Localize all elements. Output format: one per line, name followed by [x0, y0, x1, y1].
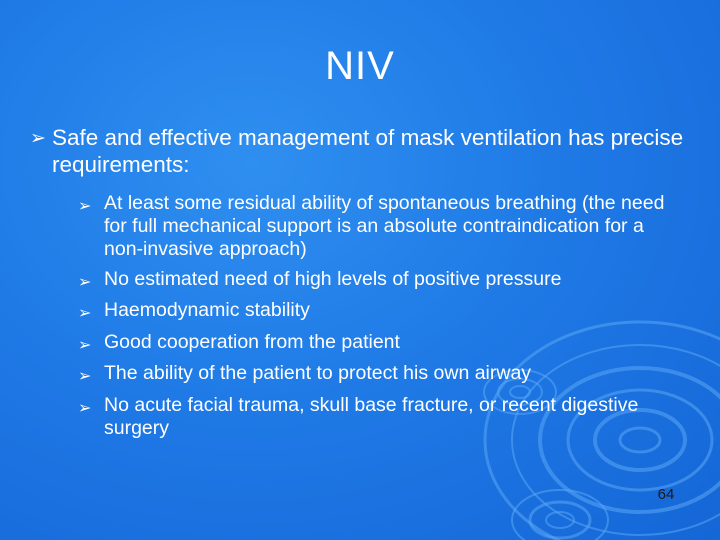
main-bullet	[30, 124, 700, 178]
sub-bullet-text: The ability of the patient to protect his own airway	[104, 362, 532, 384]
sub-bullet-item	[78, 299, 688, 324]
sub-bullet-text: No acute facial trauma, skull base fracture, or recent digestive surgery	[104, 393, 639, 439]
arrow-bullet-icon: ➢	[78, 271, 92, 291]
page-number: 64	[657, 486, 675, 503]
sub-bullet-item	[78, 268, 688, 293]
slide-content	[30, 124, 700, 446]
sub-bullet-text: No estimated need of high levels of positive pressure	[104, 267, 562, 290]
sub-bullet-text: At least some residual ability of spontaneous breathing (the need for full mechanical support is an absolute contraindication for a non-invasive approach)	[104, 192, 665, 260]
sub-bullet-item	[78, 394, 688, 440]
sub-bullet-item	[78, 331, 688, 356]
slide-title: NIV	[325, 44, 395, 88]
sub-bullet-item	[78, 192, 688, 261]
sub-bullet-text: Good cooperation from the patient	[104, 330, 400, 353]
arrow-bullet-icon: ➢	[30, 127, 46, 149]
sub-bullet-text: Haemodynamic stability	[104, 299, 310, 321]
sub-bullet-item	[78, 362, 688, 387]
arrow-bullet-icon: ➢	[78, 397, 92, 417]
main-bullet-text: Safe and effective management of mask ventilation has precise requirements:	[52, 125, 684, 177]
arrow-bullet-icon: ➢	[78, 366, 92, 385]
sub-bullet-list	[78, 192, 688, 440]
arrow-bullet-icon: ➢	[78, 334, 92, 354]
arrow-bullet-icon: ➢	[78, 303, 92, 322]
arrow-bullet-icon: ➢	[78, 196, 92, 215]
